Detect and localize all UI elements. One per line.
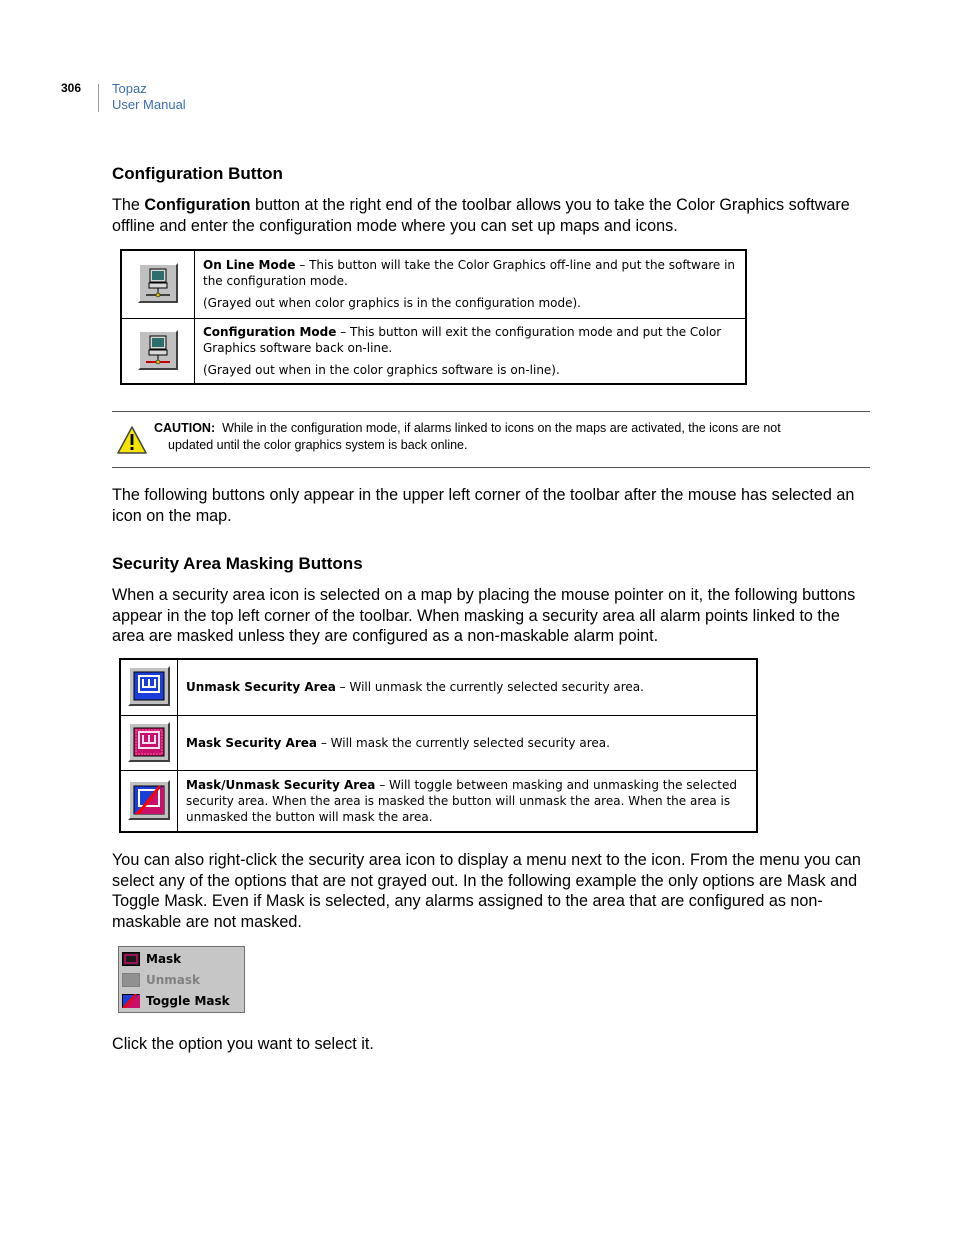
para-bold-term: Configuration [144,196,251,214]
header-doc-title: User Manual [112,97,186,112]
table-icon-cell [121,250,195,318]
configuration-mode-note: (Grayed out when in the color graphics software is on-line). [203,362,560,377]
menu-item-unmask [122,970,200,990]
table-icon-cell [120,770,178,832]
security-area-context-menu [118,946,245,1013]
header-divider [98,84,99,112]
configuration-mode-label: Configuration Mode [203,324,337,339]
online-mode-label: On Line Mode [203,258,296,273]
masking-buttons-table [119,658,758,833]
toggle-mask-label: Mask/Unmask Security Area [186,777,376,792]
table-row [121,318,746,384]
para-text: The [112,196,145,214]
unmask-text: – Will unmask the currently selected security area. [335,680,644,695]
table-icon-cell [120,715,178,770]
toggle-mask-security-area-icon [128,780,170,820]
mask-label: Mask Security Area [186,735,317,750]
menu-item-label: Unmask [146,973,201,987]
caution-line-1 [154,420,866,437]
online-mode-text: – This button will take the Color Graphics off-line and put the software in the configuration mode. [203,258,736,289]
unmask-security-area-icon [128,666,170,706]
caution-label: CAUTION: [154,421,216,435]
toggle-mask-swatch-icon [122,994,140,1008]
table-icon-cell [121,318,195,384]
caution-warning-icon [116,425,148,460]
caution-top-rule [112,411,870,412]
mask-text: – Will mask the currently selected security area. [317,735,610,750]
table-desc-cell [195,250,747,318]
click-option-paragraph: Click the option you want to select it. [112,1035,374,1053]
table-desc-cell [178,659,758,715]
caution-line-1-text: While in the configuration mode, if alarms linked to icons on the maps are activated, the icons are not [222,421,781,435]
configuration-paragraph [112,195,872,236]
online-mode-note: (Grayed out when color graphics is in the configuration mode). [203,296,581,311]
unmask-swatch-icon [122,973,140,987]
menu-item-mask[interactable] [122,949,181,969]
unmask-label: Unmask Security Area [186,680,336,695]
configuration-buttons-table [120,249,747,385]
menu-item-label: Toggle Mask [146,994,230,1008]
caution-bottom-rule [112,467,870,468]
caution-text [154,420,866,454]
running-header [112,81,186,113]
table-row [120,770,757,832]
section-title-configuration-button: Configuration Button [112,164,283,183]
following-buttons-paragraph: The following buttons only appear in the upper left corner of the toolbar after the mouse has selected an icon on the map. [112,486,855,525]
menu-item-toggle-mask[interactable] [122,991,230,1011]
table-desc-cell [178,770,758,832]
table-row [121,250,746,318]
online-mode-computer-icon [138,263,178,303]
table-desc-cell [178,715,758,770]
configuration-mode-computer-icon [138,330,178,370]
table-row [120,715,757,770]
right-click-paragraph: You can also right-click the security area icon to display a menu next to the icon. From the menu you can select any of the options that are not grayed out. In the following example the only options are Mask and Toggle Mask. Even if Mask is selected, any alarms assigned to the area that are configured as non-maskable are not masked. [112,851,861,931]
configuration-mode-description [203,324,737,356]
security-area-paragraph: When a security area icon is selected on a map by placing the mouse pointer on it, the following buttons appear in the top left corner of the toolbar. When masking a security area all alarm points linked to the area are masked unless they are configured as a non-maskable alarm point. [112,586,856,646]
mask-swatch-icon [122,952,140,966]
menu-item-label: Mask [146,952,182,966]
section-title-security-area-masking: Security Area Masking Buttons [112,554,363,573]
online-mode-description [203,257,737,289]
page-number: 306 [61,81,82,95]
para-text: button at the right end of the toolbar allows you to take the Color Graphics software offline and enter the configuration mode where you can set up maps and icons. [112,196,850,235]
header-product: Topaz [112,81,147,96]
caution-line-2: updated until the color graphics system is back online. [168,438,468,452]
table-desc-cell [195,318,747,384]
configuration-mode-text: – This button will exit the configuration mode and put the Color Graphics software back on-line. [203,324,722,355]
table-row [120,659,757,715]
mask-security-area-icon [128,722,170,762]
toggle-mask-text: – Will toggle between masking and unmasking the selected security area. When the area is masked the button will unmask the area. When the area is unmasked the button will mask the area. [186,777,737,824]
table-icon-cell [120,659,178,715]
